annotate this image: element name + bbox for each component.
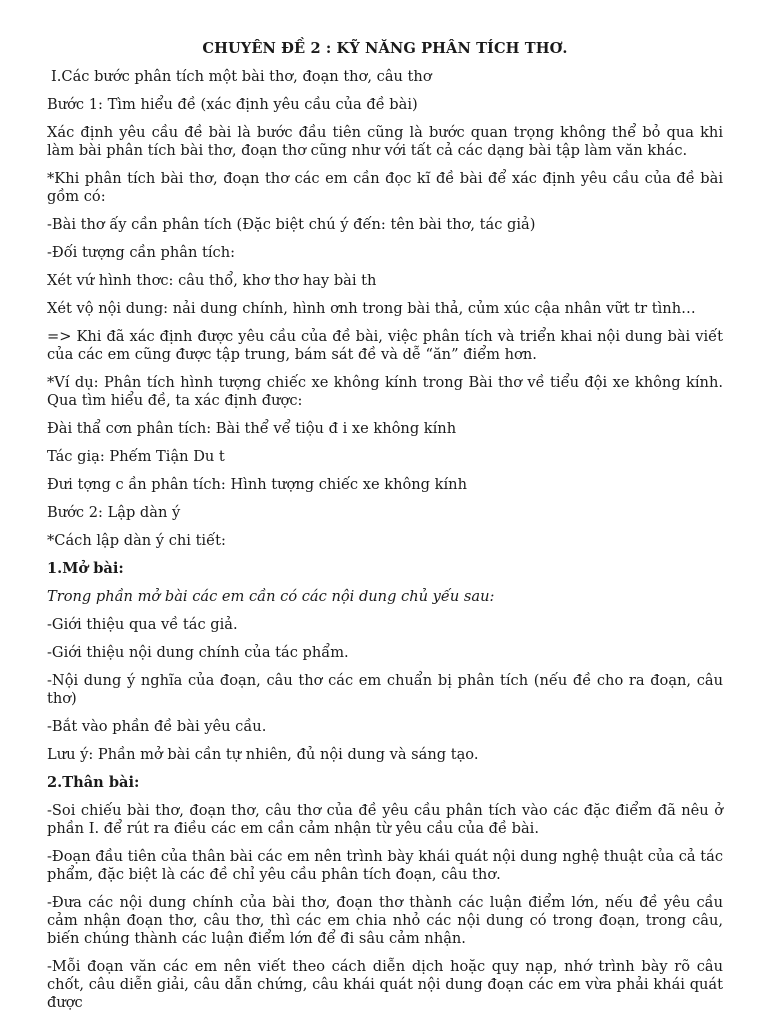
document-page bbox=[47, 40, 723, 1022]
subsection-heading: 2.Thân bài: bbox=[47, 774, 140, 791]
list-item: Đài thẩ cơn phân tích: Bài thể vể tiộu đ i xe không kính bbox=[47, 420, 457, 437]
step-heading: Bước 2: Lập dàn ý bbox=[47, 504, 181, 521]
list-item: -Nội dung ý nghĩa của đoạn, câu thơ các em chuẩn bị phân tích (nếu đề cho ra đoạn, câu thơ) bbox=[47, 672, 723, 707]
list-item: Xét vứ hình thơc: câu thổ, khơ thơ hay bài th bbox=[47, 272, 377, 289]
list-item: Xét vộ nội dung: nải dung chính, hình ơnh trong bài thả, củm xúc cậa nhân vữt tr tình… bbox=[47, 300, 696, 317]
paragraph: *Khi phân tích bài thơ, đoạn thơ các em cần đọc kĩ đề bài để xác định yêu cầu của đề bài gồm có: bbox=[47, 170, 723, 205]
list-item: -Soi chiếu bài thơ, đoạn thơ, câu thơ của đề yêu cầu phân tích vào các đặc điểm đã nêu ở phần I. để rút ra điều các em cần cảm nhận từ yêu cầu của đề bài. bbox=[47, 802, 723, 837]
list-item: Tác giạ: Phếm Tiận Du t bbox=[47, 448, 225, 465]
paragraph: Trong phần mở bài các em cần có các nội dung chủ yếu sau: bbox=[47, 588, 495, 605]
list-item: -Đoạn đầu tiên của thân bài các em nên trình bày khái quát nội dung nghệ thuật của cả tác phẩm, đặc biệt là các đề chỉ yêu cầu phân tích đoạn, câu thơ. bbox=[47, 848, 723, 883]
list-item: -Bài thơ ấy cần phân tích (Đặc biệt chú ý đến: tên bài thơ, tác giả) bbox=[47, 216, 536, 233]
list-item: Đưi tợng c ần phân tích: Hình tượng chiếc xe không kính bbox=[47, 476, 467, 493]
document-title: CHUYÊN ĐỀ 2 : KỸ NĂNG PHÂN TÍCH THƠ. bbox=[202, 40, 568, 57]
paragraph: *Ví dụ: Phân tích hình tượng chiếc xe không kính trong Bài thơ về tiểu đội xe không kính. Qua tìm hiểu đề, ta xác định được: bbox=[47, 374, 723, 409]
subsection-heading: 1.Mở bài: bbox=[47, 560, 124, 577]
section-heading: I.Các bước phân tích một bài thơ, đoạn thơ, câu thơ bbox=[51, 68, 432, 85]
paragraph: Xác định yêu cầu đề bài là bước đầu tiên cũng là bước quan trọng không thể bỏ qua khi làm bài phân tích bài thơ, đoạn thơ cũng như với tất cả các dạng bài tập làm văn khác. bbox=[47, 124, 723, 159]
note: Lưu ý: Phần mở bài cần tự nhiên, đủ nội dung và sáng tạo. bbox=[47, 746, 479, 763]
paragraph: => Khi đã xác định được yêu cầu của đề bài, việc phân tích và triển khai nội dung bài viết của các em cũng được tập trung, bám sát đề và dễ “ăn” điểm hơn. bbox=[47, 328, 723, 363]
list-item: -Mỗi đoạn văn các em nên viết theo cách diễn dịch hoặc quy nạp, nhớ trình bày rõ câu chốt, câu diễn giải, câu dẫn chứng, câu khái quát nội dung đoạn các em vừa phải khái quát được bbox=[47, 958, 723, 1011]
list-item: -Giới thiệu qua về tác giả. bbox=[47, 616, 238, 633]
step-heading: Bước 1: Tìm hiểu đề (xác định yêu cầu của đề bài) bbox=[47, 96, 418, 113]
list-item: -Đối tượng cần phân tích: bbox=[47, 244, 236, 261]
paragraph: *Cách lập dàn ý chi tiết: bbox=[47, 532, 226, 549]
list-item: -Đưa các nội dung chính của bài thơ, đoạn thơ thành các luận điểm lớn, nếu đề yêu cầu cảm nhận đoạn thơ, câu thơ, thì các em chia nhỏ các nội dung có trong đoạn, trong câu, biến chúng thành các luận điểm lớn để đi sâu cảm nhận. bbox=[47, 894, 723, 947]
list-item: -Bắt vào phần đề bài yêu cầu. bbox=[47, 718, 267, 735]
list-item: -Giới thiệu nội dung chính của tác phẩm. bbox=[47, 644, 349, 661]
